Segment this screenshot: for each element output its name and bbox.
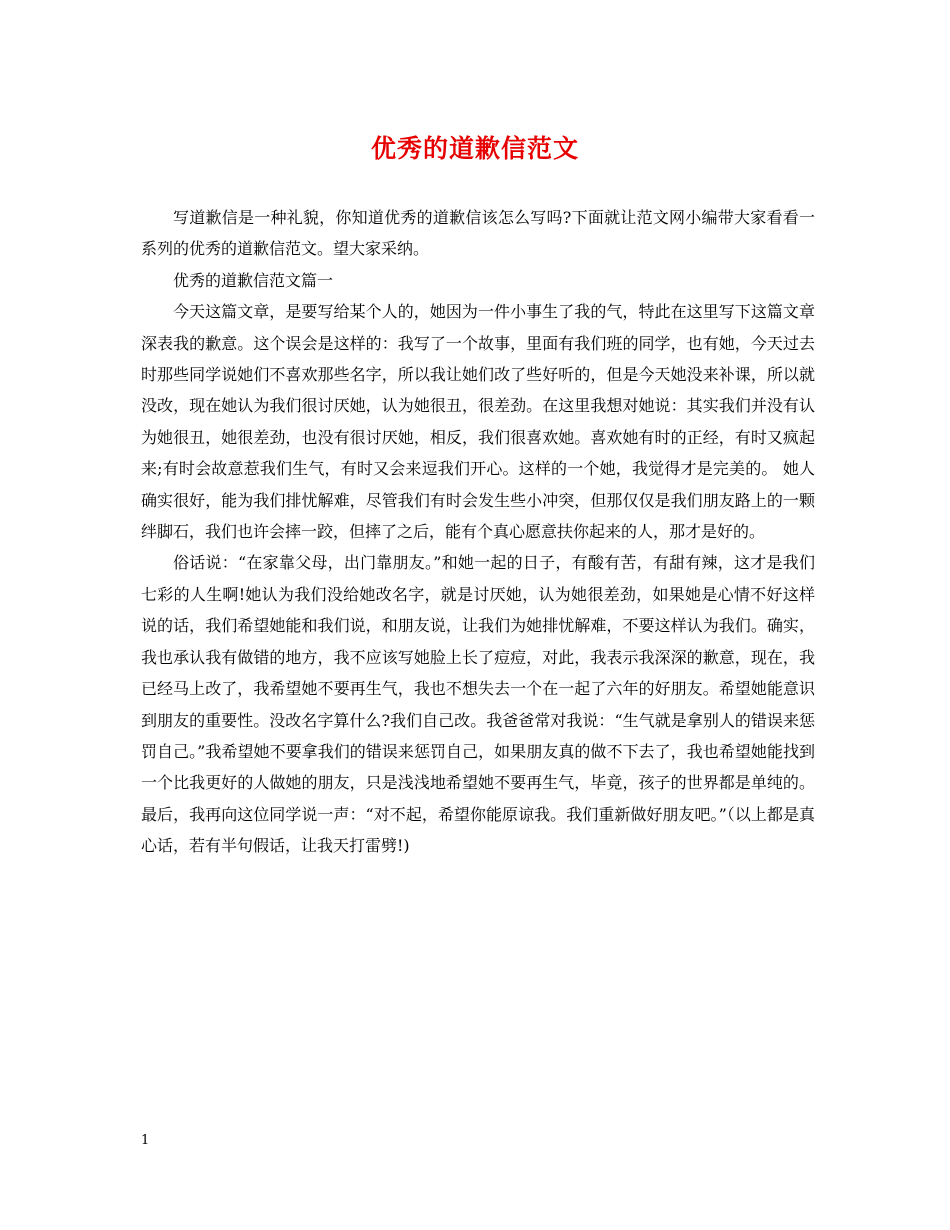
document-title: 优秀的道歉信范文	[370, 134, 579, 163]
intro-paragraph: 写道歉信是一种礼貌，你知道优秀的道歉信该怎么写吗?下面就让范文网小编带大家看看一系列的优秀的道歉信范文。望大家采纳。	[141, 208, 815, 259]
section-heading: 优秀的道歉信范文篇一	[173, 270, 334, 290]
body-paragraph: 今天这篇文章，是要写给某个人的，她因为一件小事生了我的气，特此在这里写下这篇文章深表我的歉意。这个误会是这样的：我写了一个故事，里面有我们班的同学，也有她，今天过去时那些同学说她们不喜欢那些名字，所以我让她们改了些好听的，但是今天她没来补课，所以就没改，现在她认为我们很讨厌她，认为她很丑，很差劲。在这里我想对她说：其实我们并没有认为她很丑，她很差劲，也没有很讨厌她，相反，我们很喜欢她。喜欢她有时的正经，有时又疯起来;有时会故意惹我们生气，有时又会来逗我们开心。这样的一个她，我觉得才是完美的。 她人确实很好，能为我们排忧解难，尽管我们有时会发生些小冲突，但那仅仅是我们朋友路上的一颗绊脚石，我们也许会摔一跤，但摔了之后，能有个真心愿意扶你起来的人，那才是好的。	[141, 302, 815, 542]
page-number: 1	[141, 1133, 150, 1148]
body-paragraph: 俗话说：“在家靠父母，出门靠朋友。”和她一起的日子，有酸有苦，有甜有辣，这才是我们七彩的人生啊!她认为我们没给她改名字，就是讨厌她，认为她很差劲，如果她是心情不好这样说的话，我们希望她能和我们说，和朋友说，让我们为她排忧解难，不要这样认为我们。确实，我也承认我有做错的地方，我不应该写她脸上长了痘痘，对此，我表示我深深的歉意，现在，我已经马上改了，我希望她不要再生气，我也不想失去一个在一起了六年的好朋友。希望她能意识到朋友的重要性。没改名字算什么?我们自己改。我爸爸常对我说：“生气就是拿别人的错误来惩罚自己。”我希望她不要拿我们的错误来惩罚自己，如果朋友真的做不下去了，我也希望她能找到一个比我更好的人做她的朋友，只是浅浅地希望她不要再生气，毕竟，孩子的世界都是单纯的。 最后，我再向这位同学说一声：“对不起，希望你能原谅我。我们重新做好朋友吧。”（以上都是真心话，若有半句假话，让我天打雷劈!)	[141, 553, 815, 856]
document-body	[141, 202, 815, 862]
